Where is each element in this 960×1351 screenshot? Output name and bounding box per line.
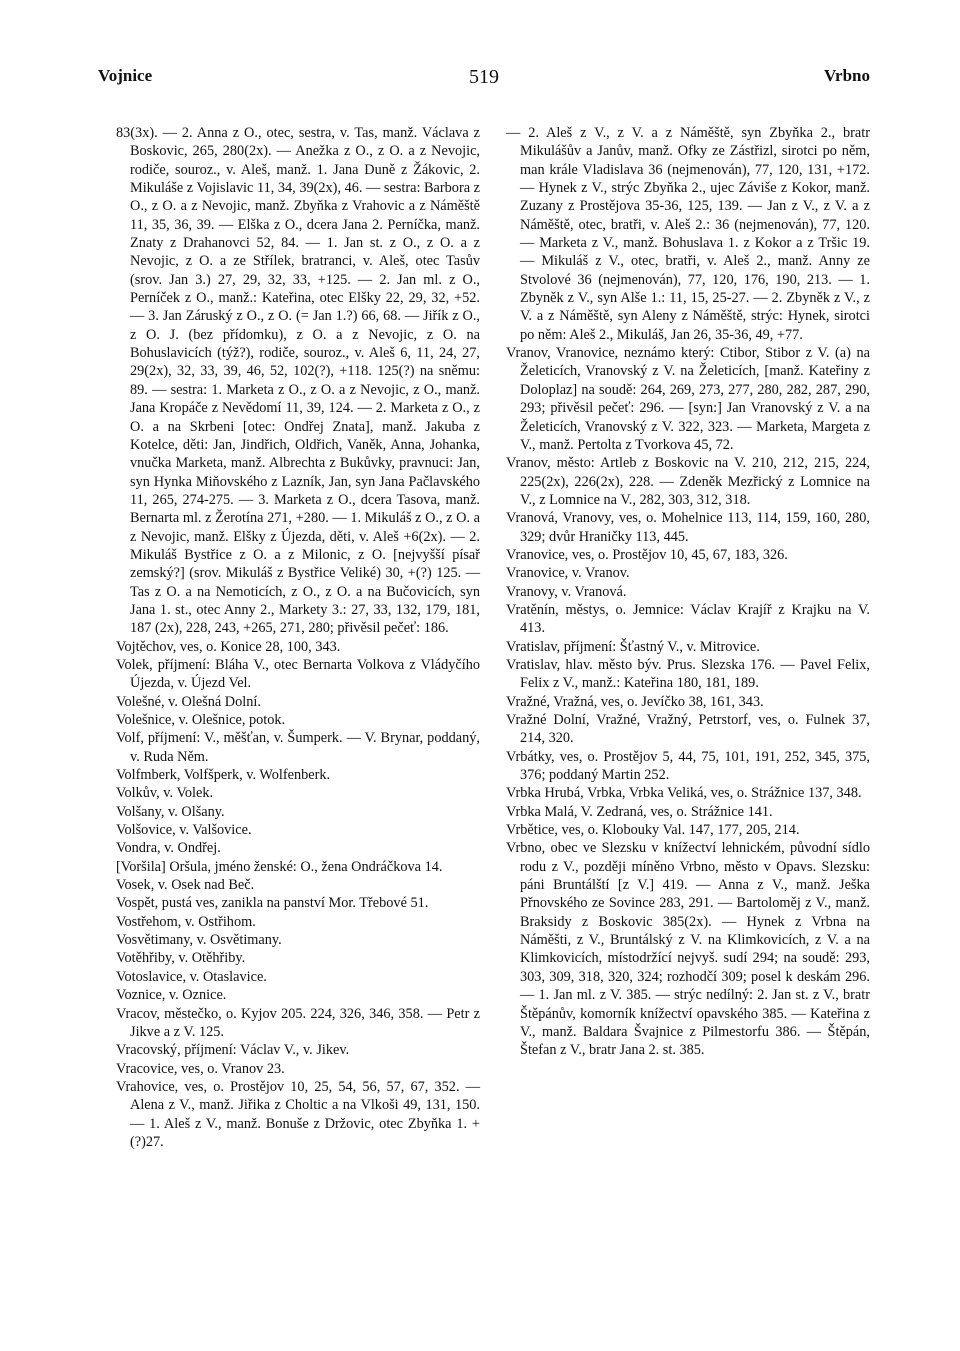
left-column bbox=[116, 124, 480, 1151]
index-entry: Vospět, pustá ves, zanikla na panství Mor. Třebové 51. bbox=[116, 895, 429, 912]
right-column bbox=[506, 124, 870, 1060]
index-entry: Vratislav, příjmení: Šťastný V., v. Mitrovice. bbox=[506, 638, 760, 655]
index-entry: Vražné Dolní, Vražné, Vražný, Petrstorf, ves, o. Fulnek 37, 214, 320. bbox=[506, 712, 870, 747]
index-entry: Vosek, v. Osek nad Beč. bbox=[116, 877, 255, 894]
running-head bbox=[98, 66, 870, 92]
index-entry: Volšovice, v. Valšovice. bbox=[116, 822, 252, 839]
index-entry: 83(3x). — 2. Anna z O., otec, sestra, v. Tas, manž. Václava z Boskovic, 265, 280(2x). — Anežka z O., z O. a z Nevojic, rodiče, souroz., v. Aleš, manž. 1. Jana Duně z Žákovic, 2. Mikuláše z Vojislavic 11, 34, 39(2x), 46. — sestra: Barbora z O., z O. a z Nevojic, manž. Zbyňka z Vrahovic a z Náměště 11, 35, 36, 39. — Elška z O., dcera Jana 2. Perníčka, manž. Znaty z Drahanovci 52, 84. — 1. Jan st. z O., z O. a z Nevojic, z O. a ze Střílek, bratranci, v. Aleš, otec Tasův (srov. Jan 3.) 27, 29, 32, 33, +125. — 2. Jan ml. z O., Perníček z O., manž.: Kateřina, otec Elšky 22, 29, 32, +52. — 3. Jan Záruský z O., z O. (= Jan 1.?) 66, 68. — Jiřík z O., z O. J. (bez přídomku), z O. a z Nevojic, z O. na Bohuslavicích (týž?), rodiče, souroz., v. Aleš 6, 11, 24, 27, 29(2x), 32, 33, 39, 46, 52, 102(?), +118. 125(?) na sněmu: 89. — sestra: 1. Marketa z O., z O. a z Nevojic, z O., manž. Jana Kropáče z Nevědomí 11, 39, 124. — 2. Marketa z O., z O. a na Skrbeni [otec: Ondřej Znata], manž. Jakuba z Kotelce, děti: Jan, Jindřich, Oldřich, Vaněk, Anna, Johanka, vnučka Marketa, manž. Albrechta z Bukůvky, pravnuci: Jan, syn Hynka Miňovského z Lazník, Jan, syn Jana Pačlavského 11, 265, 274-275. — 3. Marketa z O., dcera Tasova, manž. Bernarta ml. z Žerotína 271, +280. — 1. Mikuláš z O., z O. a z Nevojic, manž. Elšky z Újezda, děti, v. Aleš +6(2x). — 2. Mikuláš Bystřice z O. a z Milonic, z O. [nejvyšší písař zemský?] (srov. Mikuláš z Bystřice Veliké) 30, +(?) 125. — Tas z O. a na Nemoticích, z O., z O. a na Bučovicích, syn Jana 1. st., otec Anny 2., Markety 3.: 27, 33, 132, 179, 181, 187 (2x), 228, 243, +265, 271, 280; přivěsil pečeť: 186. bbox=[116, 125, 480, 637]
running-head-right: Vrbno bbox=[824, 66, 870, 85]
index-entry: Volkův, v. Volek. bbox=[116, 785, 214, 802]
index-entry: Vranovy, v. Vranová. bbox=[506, 583, 627, 600]
index-entry: Vranovice, ves, o. Prostějov 10, 45, 67, 183, 326. bbox=[506, 546, 788, 563]
index-entry: Vranov, město: Artleb z Boskovic na V. 210, 212, 215, 224, 225(2x), 226(2x), 228. — Zdeněk Mezřický z Lomnice na V., z Lomnice na V., 282, 303, 312, 318. bbox=[506, 455, 870, 508]
index-entry: Voznice, v. Oznice. bbox=[116, 987, 227, 1004]
index-entry: Vrbno, obec ve Slezsku v knížectví lehnickém, původní sídlo rodu z V., později míněno Vrbno, město v Opavs. Slezsku: páni Bruntálští [z V.] 419. — Anna z V., manž. Ješka Přnovského ze Sovince 283, 291. — Bartoloměj z V., manž. Braksidy z Boskovic 385(2x). — Hynek z Vrbna na Náměšti, z V., Bruntálský z V. na Klimkovicích, z V. a na Klimkovicích, místodržící nejvyš. sudí 294; na soudě: 293, 303, 309, 318, 320, 324; rozhodčí 309; posel k deskám 296. — 1. Jan ml. z V. 385. — strýc nedílný: 2. Jan st. z V., bratr Štěpánův, komorník knížectví opavského 385. — Kateřina z V., manž. Baldara Švajnice z Pilmestorfu 386. — Štěpán, Štefan z V., bratr Jana 2. st. 385. bbox=[506, 840, 870, 1059]
index-entry: Vondra, v. Ondřej. bbox=[116, 840, 221, 857]
index-entry: Vratěnín, městys, o. Jemnice: Václav Krajíř z Krajku na V. 413. bbox=[506, 601, 870, 637]
index-entry: Vracovice, ves, o. Vranov 23. bbox=[116, 1060, 285, 1077]
page-number: 519 bbox=[469, 66, 499, 88]
index-entry: Vojtěchov, ves, o. Konice 28, 100, 343. bbox=[116, 638, 341, 655]
index-entry: Votoslavice, v. Otaslavice. bbox=[116, 968, 267, 985]
index-entry: Vracovský, příjmení: Václav V., v. Jikev. bbox=[116, 1042, 350, 1059]
index-entry: Volšany, v. Olšany. bbox=[116, 803, 225, 820]
index-entry: Vrbětice, ves, o. Klobouky Val. 147, 177, 205, 214. bbox=[506, 822, 800, 839]
index-entry: Volešnice, v. Olešnice, potok. bbox=[116, 712, 286, 728]
index-entry: Volf, příjmení: V., měšťan, v. Šumperk. — V. Brynar, poddaný, v. Ruda Něm. bbox=[116, 730, 480, 765]
index-entry: Vražné, Vražná, ves, o. Jevíčko 38, 161, 343. bbox=[506, 693, 764, 710]
index-entry: Vrbka Hrubá, Vrbka, Vrbka Veliká, ves, o. Strážnice 137, 348. bbox=[506, 785, 862, 802]
index-entry: Vranovice, v. Vranov. bbox=[506, 565, 630, 582]
index-entry: [Voršila] Oršula, jméno ženské: O., žena Ondráčkova 14. bbox=[116, 858, 443, 875]
index-entry: Vracov, městečko, o. Kyjov 205. 224, 326, 346, 358. — Petr z Jikve a z V. 125. bbox=[116, 1005, 480, 1040]
index-entry: Vosvětimany, v. Osvětimany. bbox=[116, 932, 282, 949]
index-entry: Vrahovice, ves, o. Prostějov 10, 25, 54, 56, 57, 67, 352. — Alena z V., manž. Jiřika z Choltic a na Vlkoši 49, 131, 150. — 1. Aleš z V., manž. Bonuše z Držovic, otec Zbyňka 1. + (?)27. bbox=[116, 1078, 480, 1150]
index-entry: Vostřehom, v. Ostřihom. bbox=[116, 913, 256, 930]
index-entry: Volfmberk, Volfšperk, v. Wolfenberk. bbox=[116, 767, 331, 784]
index-entry: Votěhřiby, v. Otěhřiby. bbox=[116, 950, 246, 967]
index-entry: Vranová, Vranovy, ves, o. Mohelnice 113, 114, 159, 160, 280, 329; dvůr Hraničky 113, 445. bbox=[506, 510, 870, 545]
index-entry: Vranov, Vranovice, neznámo který: Ctibor, Stibor z V. (a) na Želeticích, Vranovský z V. na Želeticích, [manž. Kateřiny z Doloplaz] na soudě: 264, 269, 273, 277, 280, 282, 287, 290, 293; přivěsil pečeť: 296. — [syn:] Jan Vranovský z V. a na Želeticích, Vranovský z V. 322, 323. — Marketa, Margeta z V., manž. Pertolta z Tvorkova 45, 72. bbox=[506, 345, 870, 453]
index-entry: Vratislav, hlav. město býv. Prus. Slezska 176. — Pavel Felix, Felix z V., manž.: Kateřina 180, 181, 189. bbox=[506, 656, 870, 692]
index-entry: Vrbátky, ves, o. Prostějov 5, 44, 75, 101, 191, 252, 345, 375, 376; poddaný Martin 252. bbox=[506, 748, 870, 784]
index-entry: Volešné, v. Olešná Dolní. bbox=[116, 693, 261, 710]
index-entry: — 2. Aleš z V., z V. a z Náměště, syn Zbyňka 2., bratr Mikulášův a Janův, manž. Ofky ze Zástřizl, sirotci po něm, man krále Vladislava 36 (nejmenován), 77, 120, 131, +172. — Hynek z V., strýc Zbyňka 2., ujec Záviše z Kokor, manž. Zuzany z Prostějova 35-36, 125, 139. — Jan z V., z V. a z Náměště, otec, bratři, v. Aleš 2.: 36 (nejmenován), 77, 120. — Marketa z V., manž. Bohuslava 1. z Kokor a z Tršic 19. — Mikuláš z V., otec, bratři, v. Aleš 2., manž. Anny ze Stvolové 36 (nejmenován), 77, 120, 176, 190, 213. — 1. Zbyněk z V., syn Alše 1.: 11, 15, 25-27. — 2. Zbyněk z V., z V. a z Náměště, syn Aleny z Náměště, strýc: Hynek, sirotci po něm: Aleš 2., Mikuláš, Jan 26, 35-36, 49, +77. bbox=[506, 125, 870, 343]
index-entry: Volek, příjmení: Bláha V., otec Bernarta Volkova z Vládyčího Újezda, v. Újezd Vel. bbox=[116, 656, 480, 692]
index-entry: Vrbka Malá, V. Zedraná, ves, o. Strážnice 141. bbox=[506, 803, 773, 820]
running-head-left: Vojnice bbox=[98, 66, 153, 85]
